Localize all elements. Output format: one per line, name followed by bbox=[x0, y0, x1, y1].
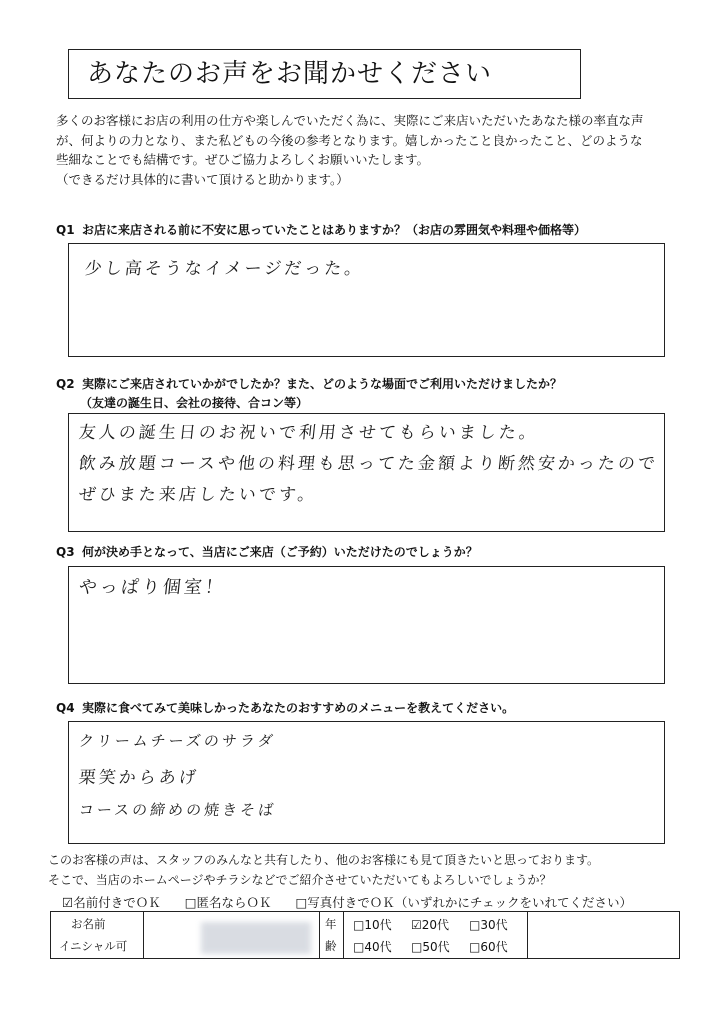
handwritten-answer: ぜひまた来店したいです。 bbox=[77, 485, 319, 505]
intro-line: （できるだけ具体的に書いて頂けると助かります。） bbox=[56, 171, 349, 187]
page-title: あなたのお声をお聞かせください bbox=[68, 49, 581, 99]
question-number: Q3 bbox=[56, 545, 75, 559]
question-text: お店に来店される前に不安に思っていたことはありますか？（お店の雰囲気や料理や価格等） bbox=[82, 223, 587, 237]
initial-label: イニシャル可 bbox=[59, 939, 128, 953]
consent-photo-checkbox[interactable]: □写真付きでＯＫ bbox=[295, 895, 395, 910]
question-4 bbox=[56, 699, 514, 716]
divider bbox=[343, 912, 344, 958]
handwritten-answer: 友人の誕生日のお祝いで利用させてもらいました。 bbox=[77, 423, 540, 443]
question-text: 実際にご来店されていかがでしたか？また、どのような場面でご利用いただけましたか？ bbox=[82, 377, 563, 391]
age-label: 年 bbox=[325, 917, 337, 931]
consent-note: （いずれかにチェックをいれてください） bbox=[394, 895, 632, 910]
question-number: Q2 bbox=[56, 377, 75, 391]
question-3 bbox=[56, 543, 478, 560]
age-40s-checkbox[interactable]: □40代 bbox=[353, 940, 392, 954]
age-20s-checkbox[interactable]: ☑20代 bbox=[411, 918, 450, 932]
handwritten-answer: やっぱり個室！ bbox=[77, 577, 227, 598]
intro-line: 些細なことでも結構です。ぜひご協力よろしくお願いいたします。 bbox=[56, 152, 430, 167]
divider bbox=[319, 912, 320, 958]
question-1 bbox=[56, 221, 586, 238]
question-2-examples: （友達の誕生日、会社の接待、合コン等） bbox=[80, 396, 309, 410]
handwritten-answer: コースの締めの焼きそば bbox=[78, 801, 278, 819]
handwritten-answer: 飲み放題コースや他の料理も思ってた金額より断然安かったので bbox=[77, 454, 659, 474]
question-text: 実際に食べてみて美味しかったあなたのおすすめのメニューを教えてください。 bbox=[82, 701, 515, 715]
intro-line: が、何よりの力となり、また私どもの今後の参考となります。嬉しかったこと良かったこと、どのような bbox=[56, 132, 643, 148]
handwritten-answer: 少し高そうなイメージだった。 bbox=[83, 259, 366, 279]
age-50s-checkbox[interactable]: □50代 bbox=[411, 940, 450, 954]
age-60s-checkbox[interactable]: □60代 bbox=[469, 940, 508, 954]
intro-text bbox=[56, 111, 696, 189]
redacted-name bbox=[201, 922, 311, 954]
answer-box-2[interactable] bbox=[68, 413, 665, 532]
name-age-table bbox=[50, 911, 680, 959]
age-10s-checkbox[interactable]: □10代 bbox=[353, 918, 392, 932]
age-label: 齢 bbox=[325, 939, 337, 953]
answer-box-1[interactable] bbox=[68, 243, 665, 357]
footer-line: そこで、当店のホームページやチラシなどでご紹介させていただいてもよろしいでしょうか？ bbox=[48, 873, 552, 887]
divider bbox=[143, 912, 144, 958]
question-text: 何が決め手となって、当店にご来店（ご予約）いただけたのでしょうか？ bbox=[82, 545, 478, 559]
question-number: Q4 bbox=[56, 701, 75, 715]
name-label: お名前 bbox=[71, 917, 106, 931]
question-2 bbox=[56, 375, 562, 392]
consent-anonymous-checkbox[interactable]: □匿名ならＯＫ bbox=[184, 895, 272, 910]
consent-options bbox=[62, 893, 652, 911]
footer-line: このお客様の声は、スタッフのみんなと共有したり、他のお客様にも見て頂きたいと思っております。 bbox=[48, 853, 600, 867]
answer-box-3[interactable] bbox=[68, 566, 665, 684]
consent-named-checkbox[interactable]: ☑名前付きでＯＫ bbox=[62, 895, 161, 910]
intro-line: 多くのお客様にお店の利用の仕方や楽しんでいただく為に、実際にご来店いただいたあなた様の率直な声 bbox=[56, 113, 644, 128]
question-number: Q1 bbox=[56, 223, 75, 237]
age-30s-checkbox[interactable]: □30代 bbox=[469, 918, 508, 932]
divider bbox=[527, 912, 528, 958]
answer-box-4[interactable] bbox=[68, 721, 665, 844]
handwritten-answer: 栗笑からあげ bbox=[77, 768, 200, 788]
handwritten-answer: クリームチーズのサラダ bbox=[78, 732, 277, 750]
